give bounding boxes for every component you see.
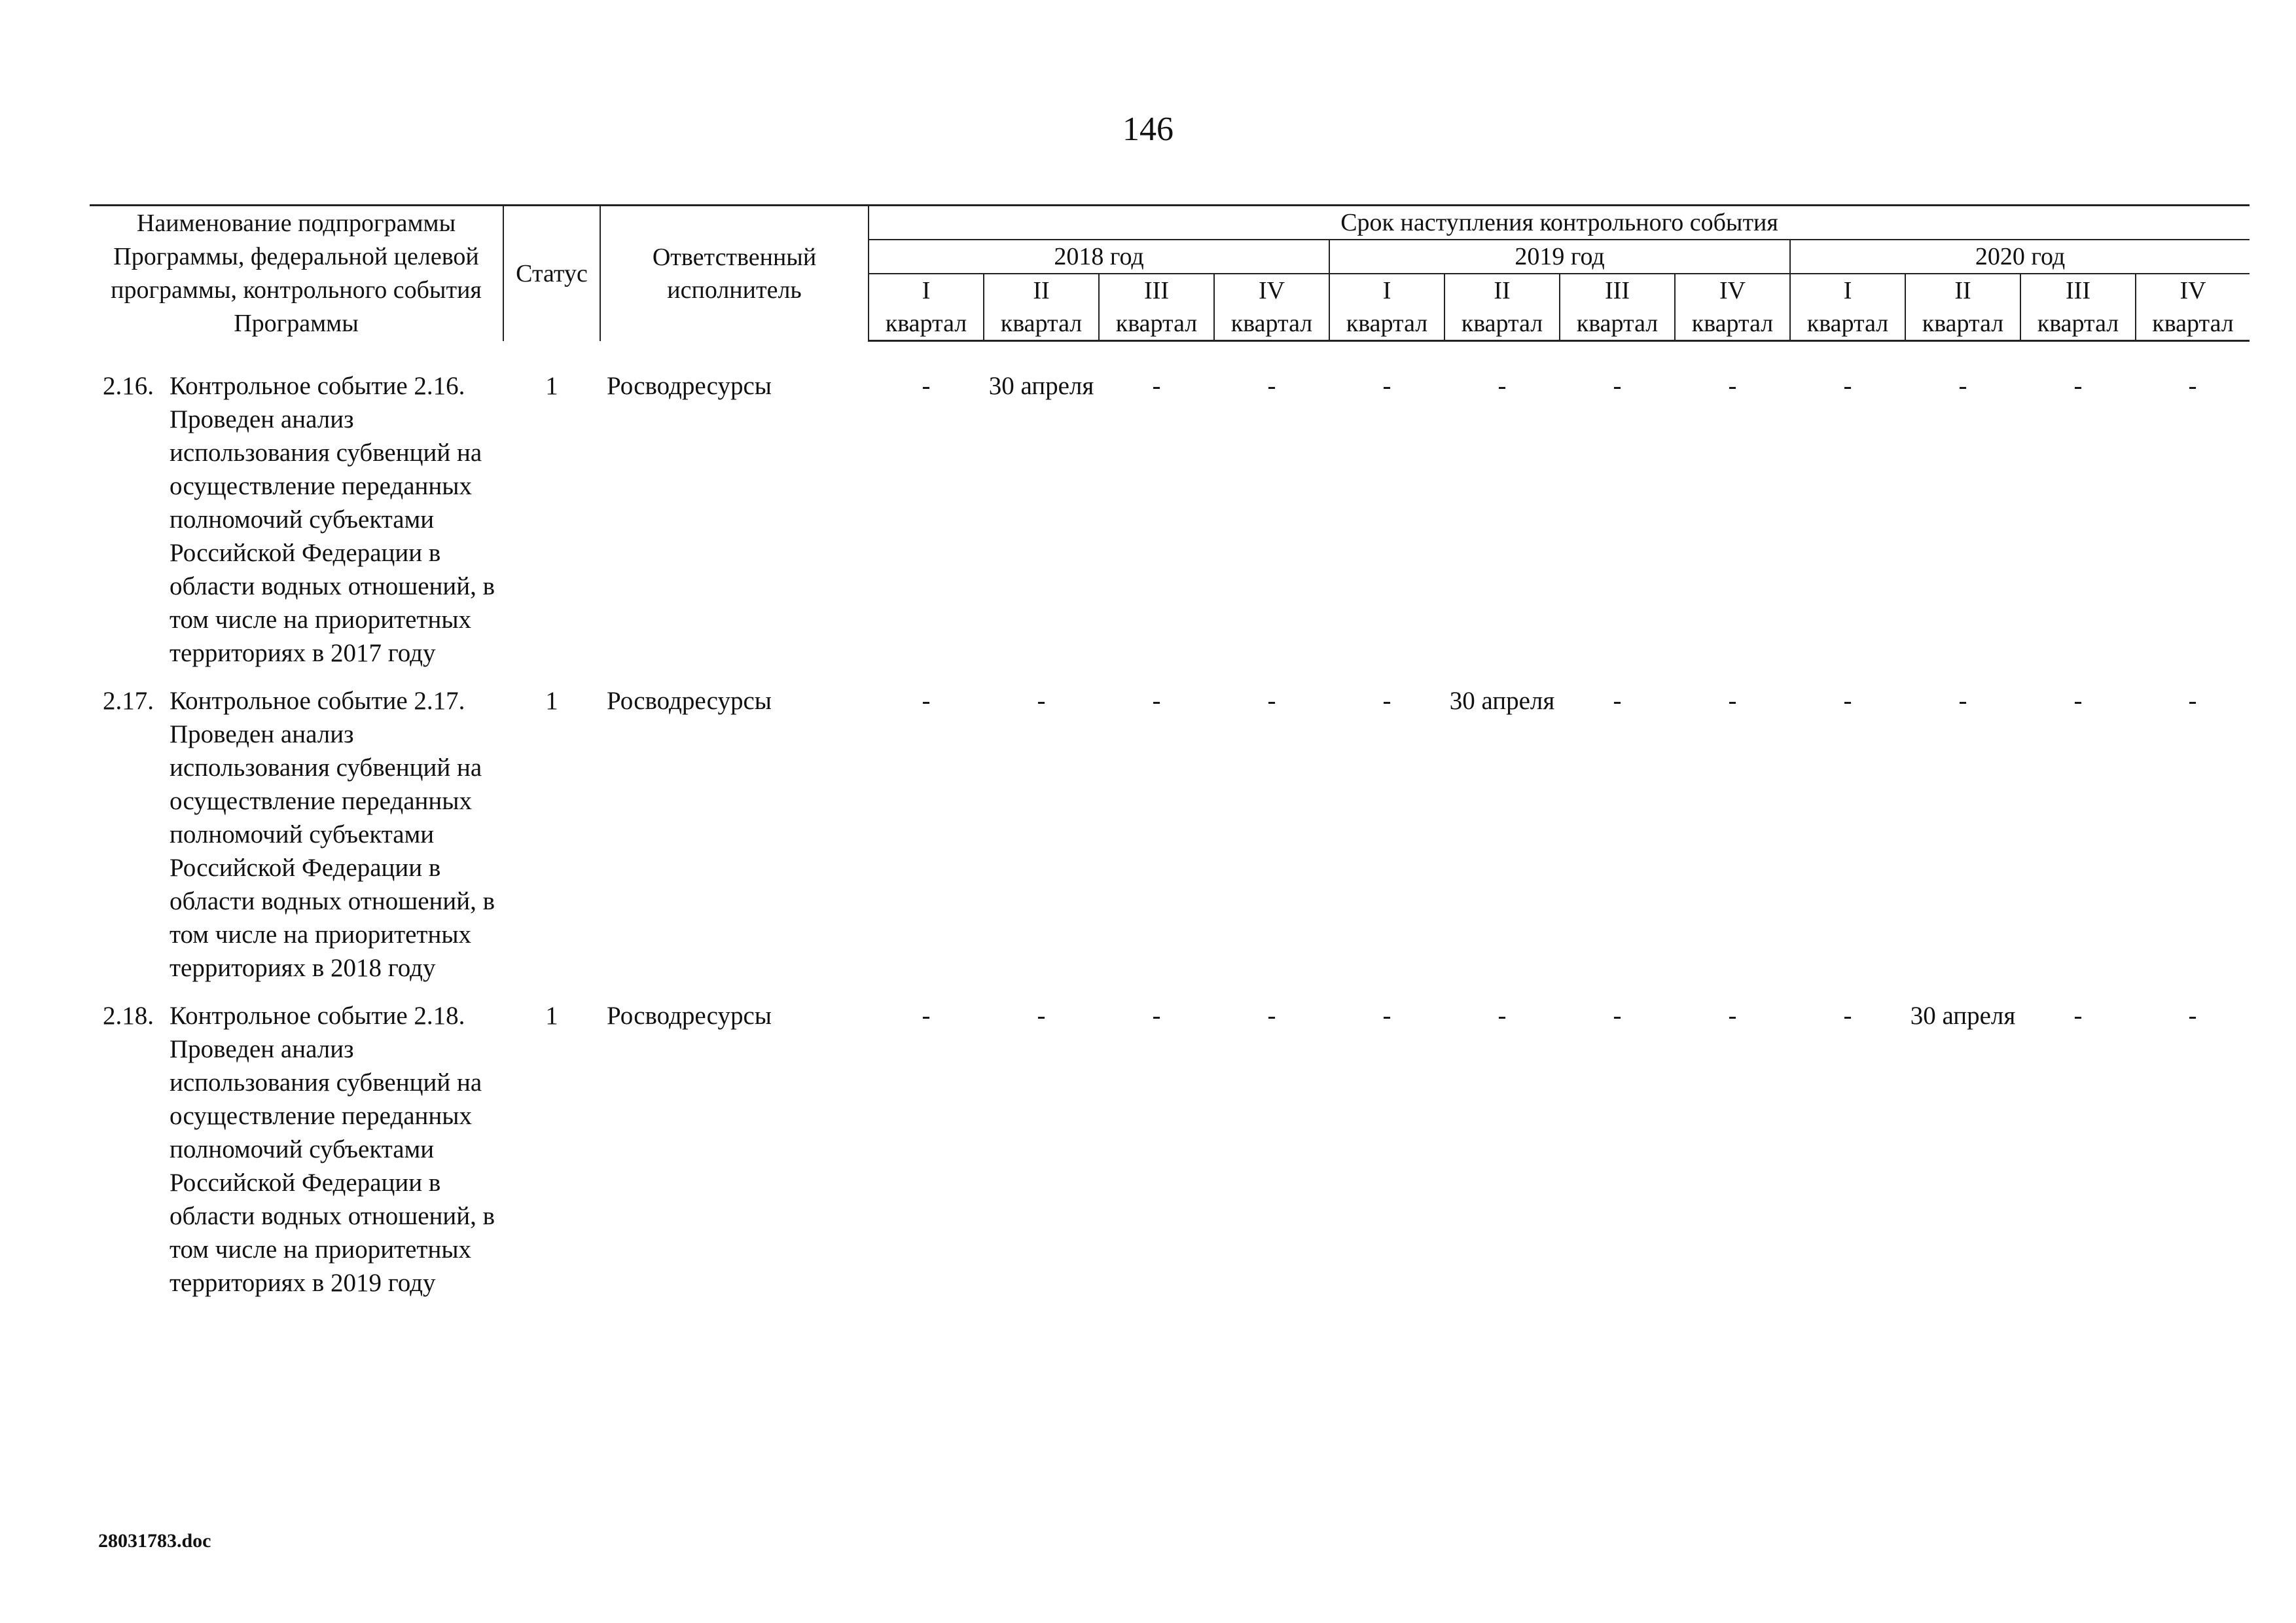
quarter-cell: - [1152, 687, 1161, 715]
header-quarter-number: I [1790, 274, 1905, 307]
header-quarter-number: I [1329, 274, 1444, 307]
table-row [90, 999, 2250, 1314]
quarter-cell: - [2073, 687, 2083, 715]
header-quarter-word: квартал [984, 307, 1099, 341]
header-quarter-number: III [2020, 274, 2136, 307]
quarter-cell: - [1037, 687, 1046, 715]
header-quarter-number: II [1905, 274, 2020, 307]
header-quarter-word: квартал [2136, 307, 2250, 341]
page-number: 146 [1122, 111, 1174, 148]
event-number: 2.16. [103, 372, 154, 400]
header-quarter-word: квартал [1560, 307, 1675, 341]
quarter-cell: - [1843, 372, 1852, 400]
header-quarter-word: квартал [2020, 307, 2136, 341]
quarter-cell: - [1613, 687, 1622, 715]
header-quarter-word: квартал [1444, 307, 1560, 341]
header-quarter-number: III [1099, 274, 1214, 307]
quarter-cell: - [1613, 372, 1622, 400]
header-quarter-number: I [869, 274, 984, 307]
quarter-cell: - [1267, 372, 1276, 400]
header-year-2018: 2018 год [869, 240, 1329, 274]
quarter-cell: 30 апреля [1910, 1002, 2016, 1030]
event-number: 2.18. [103, 1002, 154, 1030]
quarter-cell: - [922, 372, 931, 400]
event-responsible: Росводресурсы [607, 1002, 772, 1030]
table-spacer-row [90, 341, 2250, 370]
table-row [90, 369, 2250, 684]
event-responsible: Росводресурсы [607, 372, 772, 400]
header-quarter-word: квартал [1214, 307, 1329, 341]
header-quarter-number: II [984, 274, 1099, 307]
header-quarter-word: квартал [1905, 307, 2020, 341]
event-status: 1 [545, 1002, 558, 1030]
event-number: 2.17. [103, 687, 154, 715]
event-name: Контрольное событие 2.16. Проведен анализ использования субвенций на осуществление переданных полномочий субъектами Российской Федерации в области водных отношений, в том числе на приоритетных территориях в 2017 году [170, 372, 495, 667]
header-status-column: Статус [503, 206, 600, 341]
quarter-cell: 30 апреля [1449, 687, 1555, 715]
event-status: 1 [545, 372, 558, 400]
quarter-cell: - [1037, 1002, 1046, 1030]
quarter-cell: - [1382, 372, 1391, 400]
header-quarter-word: квартал [869, 307, 984, 341]
quarter-cell: - [2188, 372, 2197, 400]
control-events-table [90, 204, 2250, 1314]
header-quarter-word: квартал [1790, 307, 1905, 341]
header-quarter-number: IV [1214, 274, 1329, 307]
quarter-cell: - [1613, 1002, 1622, 1030]
header-responsible-column: Ответственный исполнитель [600, 206, 869, 341]
quarter-cell: - [922, 1002, 931, 1030]
quarter-cell: - [1382, 1002, 1391, 1030]
quarter-cell: - [2188, 1002, 2197, 1030]
header-name-column: Наименование подпрограммы Программы, федеральной целевой программы, контрольного события Программы [90, 206, 503, 341]
quarter-cell: - [1498, 1002, 1507, 1030]
event-name: Контрольное событие 2.17. Проведен анализ использования субвенций на осуществление переданных полномочий субъектами Российской Федерации в области водных отношений, в том числе на приоритетных территориях в 2018 году [170, 687, 495, 982]
header-quarter-number: II [1444, 274, 1560, 307]
header-quarter-number: IV [2136, 274, 2250, 307]
quarter-cell: - [2073, 1002, 2083, 1030]
header-deadline-group: Срок наступления контрольного события [869, 206, 2250, 240]
table-header [90, 206, 2250, 341]
quarter-cell: - [922, 687, 931, 715]
event-name: Контрольное событие 2.18. Проведен анализ использования субвенций на осуществление переданных полномочий субъектами Российской Федерации в области водных отношений, в том числе на приоритетных территориях в 2019 году [170, 1002, 495, 1297]
quarter-cell: - [1152, 372, 1161, 400]
footer-filename: 28031783.doc [98, 1530, 211, 1552]
quarter-cell: - [1267, 687, 1276, 715]
quarter-cell: 30 апреля [988, 372, 1094, 400]
header-year-2020: 2020 год [1790, 240, 2250, 274]
quarter-cell: - [1958, 687, 1967, 715]
quarter-cell: - [1728, 687, 1737, 715]
quarter-cell: - [1843, 687, 1852, 715]
event-responsible: Росводресурсы [607, 687, 772, 715]
quarter-cell: - [1498, 372, 1507, 400]
quarter-cell: - [1728, 372, 1737, 400]
header-quarter-word: квартал [1099, 307, 1214, 341]
header-quarter-word: квартал [1329, 307, 1444, 341]
event-status: 1 [545, 687, 558, 715]
quarter-cell: - [1382, 687, 1391, 715]
quarter-cell: - [2188, 687, 2197, 715]
header-year-2019: 2019 год [1329, 240, 1790, 274]
quarter-cell: - [1958, 372, 1967, 400]
quarter-cell: - [2073, 372, 2083, 400]
quarter-cell: - [1267, 1002, 1276, 1030]
quarter-cell: - [1152, 1002, 1161, 1030]
header-quarter-number: III [1560, 274, 1675, 307]
quarter-cell: - [1728, 1002, 1737, 1030]
table-row [90, 684, 2250, 999]
table-body [90, 341, 2250, 1315]
quarter-cell: - [1843, 1002, 1852, 1030]
header-quarter-number: IV [1675, 274, 1790, 307]
header-quarter-word: квартал [1675, 307, 1790, 341]
